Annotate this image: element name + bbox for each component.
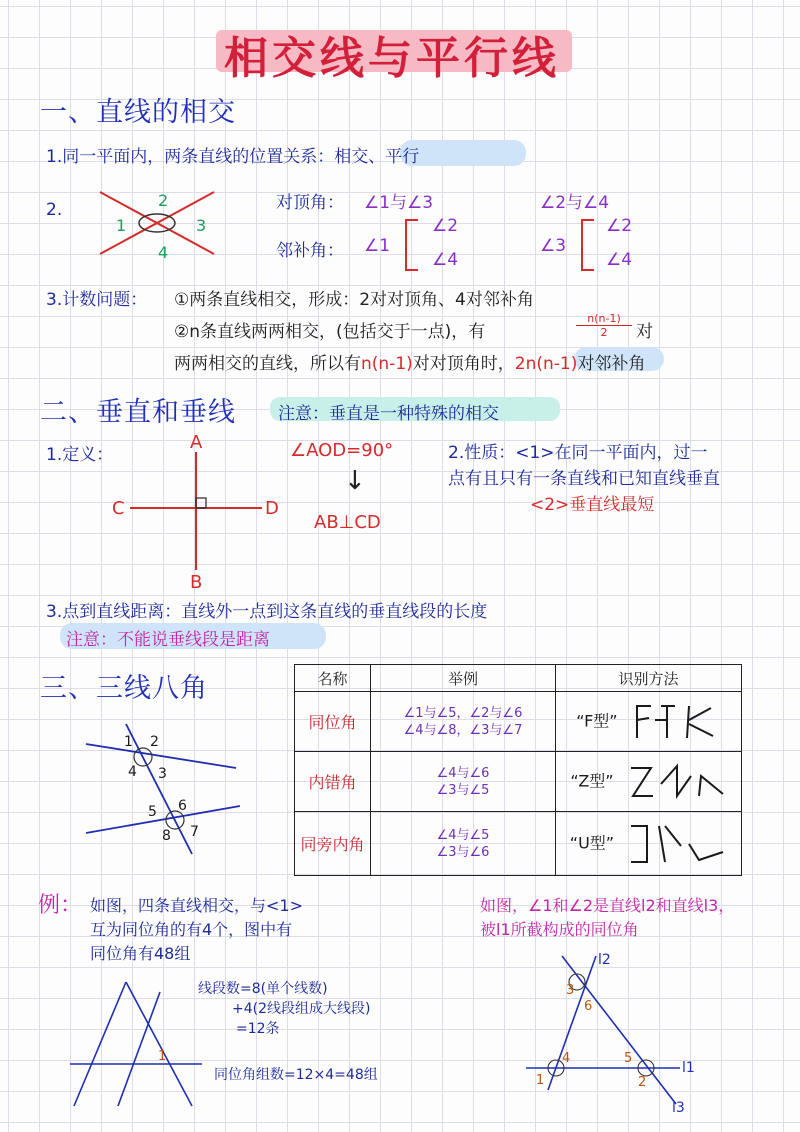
method-label: “F型” <box>576 711 618 730</box>
method-cell <box>556 812 742 876</box>
section1-heading: 一、直线的相交 <box>40 97 236 128</box>
fraction <box>576 312 632 339</box>
fraction-numerator: n(n-1) <box>576 312 632 326</box>
adj-b: ∠3 <box>540 236 567 256</box>
table-row <box>295 752 742 812</box>
u-shape-icon <box>627 822 727 866</box>
angle-types-table <box>294 664 742 876</box>
adj-a-opt: ∠4 <box>432 250 459 270</box>
calc-line4: 同位角组数=12×4=48组 <box>214 1067 378 1083</box>
line <box>126 982 192 1106</box>
transversal <box>126 724 192 854</box>
property-line1: 2.性质：<1>在同一平面内，过一 <box>448 443 708 463</box>
angle-label: 4 <box>562 1051 571 1066</box>
counting-line1: ①两条直线相交，形成：2对对顶角、4对邻补角 <box>174 290 534 310</box>
angle-label: 1 <box>124 734 133 750</box>
method-cell <box>556 752 742 812</box>
ex1-line1: 如图，四条直线相交，与<1> <box>90 896 303 915</box>
intersecting-lines-figure <box>92 182 222 262</box>
table-header: 举例 <box>371 665 556 692</box>
point-label: A <box>190 432 203 453</box>
angle-label: 6 <box>584 999 593 1014</box>
counting-line2-end: 对 <box>636 322 653 342</box>
s1-item1: 1.同一平面内，两条直线的位置关系：相交、平行 <box>46 147 420 167</box>
method-label: “U型” <box>569 833 615 852</box>
angle-label: 1 <box>158 1049 167 1064</box>
bracket-a <box>402 218 422 272</box>
ab-perp-cd: AB⊥CD <box>314 512 381 533</box>
adj-a: ∠1 <box>364 236 391 256</box>
example-label: 例： <box>38 893 83 918</box>
angle-type-name: 内错角 <box>295 752 371 812</box>
eight-angles-figure <box>80 716 250 858</box>
line-1 <box>86 744 236 768</box>
angle-label: 2 <box>158 191 169 210</box>
counting-line3: 两两相交的直线，所以有n(n-1)对对顶角时，2n(n-1)对邻补角 <box>174 354 646 374</box>
adj-a-opt: ∠2 <box>432 216 459 236</box>
table-header-row <box>295 665 742 692</box>
implies-arrow: ↓ <box>344 466 366 496</box>
ex1-line2: 互为同位角的有4个，图中有 <box>90 920 293 939</box>
angle-label: 6 <box>178 798 187 814</box>
method-label: “Z型” <box>570 771 614 790</box>
table-header: 识别方法 <box>556 665 742 692</box>
bracket-b <box>578 218 598 272</box>
three-lines-figure <box>520 946 710 1118</box>
section3-heading: 三、三线八角 <box>40 673 208 704</box>
fraction-denominator: 2 <box>600 326 608 339</box>
angle-label: 5 <box>148 804 157 820</box>
angle-label: 4 <box>128 764 137 780</box>
angle-label: 2 <box>150 734 159 750</box>
angle-label: 5 <box>624 1051 633 1066</box>
ex2-line2: 被l1所截构成的同位角 <box>480 920 639 939</box>
adjacent-angles-label: 邻补角： <box>276 241 344 261</box>
s1-item2-num: 2. <box>46 200 63 220</box>
adj-b-opt: ∠4 <box>606 250 633 270</box>
calc-line3: =12条 <box>236 1021 280 1037</box>
angle-aod: ∠AOD=90° <box>290 440 394 461</box>
f-shape-icon <box>631 702 721 742</box>
counting-line2: ②n条直线两两相交，(包括交于一点)，有 <box>174 322 486 342</box>
point-label: B <box>190 572 203 592</box>
angle-label: 3 <box>196 216 207 235</box>
perpendicular-note: 注意：垂直是一种特殊的相交 <box>278 404 499 424</box>
right-angle-mark <box>196 498 206 508</box>
calc-line1: 线段数=8(单个线数) <box>198 981 328 997</box>
line-label: l2 <box>598 952 611 968</box>
angle-label: 4 <box>158 243 169 262</box>
table-row <box>295 812 742 876</box>
vertical-pair-1: ∠1与∠3 <box>364 193 434 213</box>
four-lines-figure <box>66 978 206 1110</box>
table-header: 名称 <box>295 665 371 692</box>
line-l3 <box>562 956 676 1104</box>
page-title: 相交线与平行线 <box>224 33 560 84</box>
line-label: l1 <box>682 1060 695 1076</box>
angle-label: 1 <box>536 1073 545 1088</box>
vertical-pair-2: ∠2与∠4 <box>540 193 610 213</box>
angle-type-name: 同旁内角 <box>295 812 371 876</box>
angle-label: 2 <box>638 1075 647 1090</box>
calc-line2: +4(2线段组成大线段) <box>232 1001 371 1017</box>
ex2-line1: 如图，∠1和∠2是直线l2和直线l3， <box>480 896 735 915</box>
angle-label: 8 <box>162 828 171 844</box>
line-label: l3 <box>672 1100 685 1116</box>
table-row <box>295 692 742 752</box>
perpendicular-figure <box>108 428 288 592</box>
angle-example: ∠4与∠6 ∠3与∠5 <box>371 752 556 812</box>
counting-label: 3.计数问题： <box>46 290 148 310</box>
angle-label: 7 <box>190 824 199 840</box>
method-cell <box>556 692 742 752</box>
property-line3: <2>垂直线最短 <box>530 495 655 515</box>
distance-definition: 3.点到直线距离：直线外一点到这条直线的垂直线段的长度 <box>46 602 488 622</box>
z-shape-icon <box>627 762 727 802</box>
distance-note: 注意：不能说垂线段是距离 <box>66 630 270 650</box>
angle-example: ∠1与∠5，∠2与∠6 ∠4与∠8，∠3与∠7 <box>371 692 556 752</box>
point-label: D <box>265 498 279 519</box>
angle-label: 1 <box>116 216 127 235</box>
adj-b-opt: ∠2 <box>606 216 633 236</box>
definition-label: 1.定义： <box>46 445 114 465</box>
vertical-angles-label: 对顶角： <box>276 193 344 213</box>
section2-heading: 二、垂直和垂线 <box>40 397 236 428</box>
line <box>74 982 126 1106</box>
ex1-line3: 同位角有48组 <box>90 944 191 963</box>
angle-example: ∠4与∠5 ∠3与∠6 <box>371 812 556 876</box>
angle-label: 3 <box>158 766 167 782</box>
point-label: C <box>112 498 125 519</box>
line <box>118 992 160 1106</box>
angle-label: 3 <box>566 983 575 998</box>
angle-type-name: 同位角 <box>295 692 371 752</box>
property-line2: 点有且只有一条直线和已知直线垂直 <box>448 469 720 489</box>
